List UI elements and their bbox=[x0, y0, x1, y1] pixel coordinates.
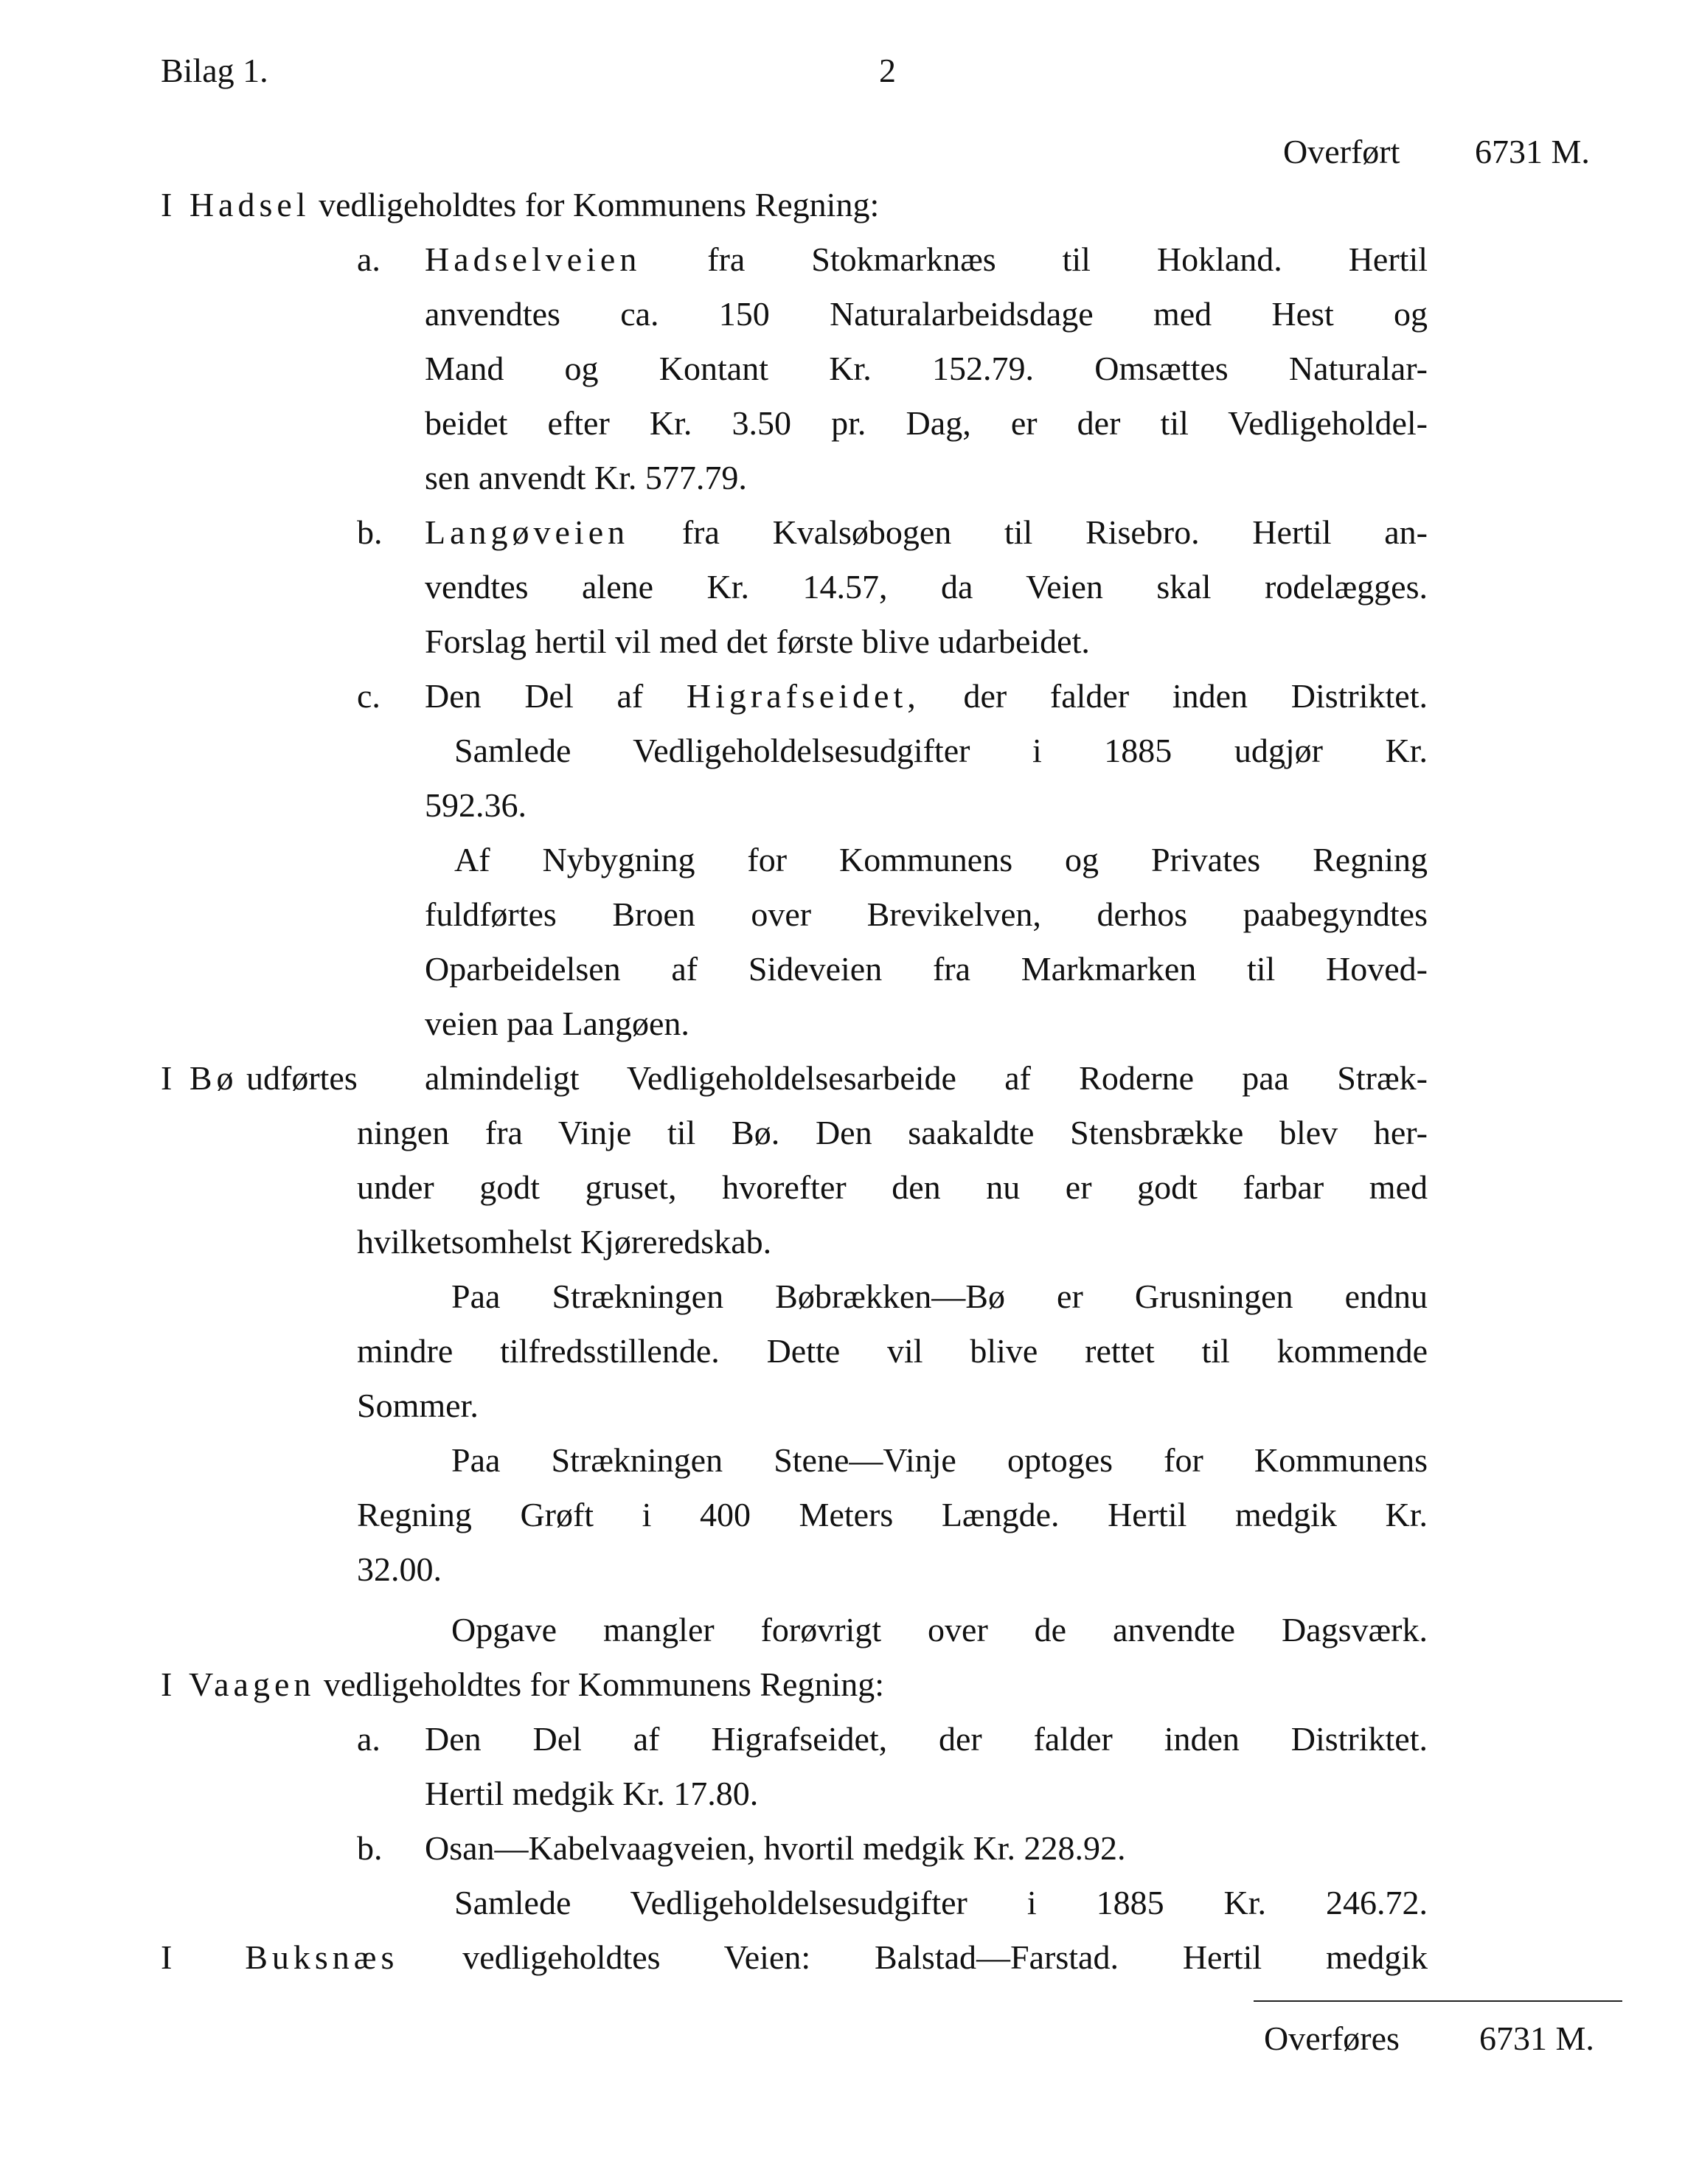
text-line: Paa Strækningen Stene—Vinje optoges for Kommunens bbox=[451, 1441, 1428, 1479]
item-marker: c. bbox=[357, 677, 381, 715]
hadsel-intro: vedligeholdtes for Kommunens Regning: bbox=[319, 186, 880, 223]
text-line: almindeligt Vedligeholdelsesarbeide af Roderne paa Stræk- bbox=[425, 1059, 1428, 1097]
item-marker: b. bbox=[357, 513, 383, 551]
text-segment: fra Kvalsøbogen til Risebro. Hertil an- bbox=[681, 513, 1428, 551]
text-line: anvendtes ca. 150 Naturalarbeidsdage med Hest og bbox=[425, 295, 1428, 333]
page-number: 2 bbox=[879, 52, 896, 89]
text-line: hvilketsomhelst Kjøreredskab. bbox=[357, 1223, 772, 1261]
text-line: Forslag hertil vil med det første blive udarbeidet. bbox=[425, 623, 1090, 660]
carry-forward-amount: 6731 M. bbox=[1479, 2020, 1594, 2057]
text-line: Af Nybygning for Kommunens og Privates Regning bbox=[454, 841, 1428, 878]
text-line: Den Del af Higrafseidet, der falder inden Distriktet. bbox=[425, 1720, 1428, 1758]
footer-rule bbox=[1254, 2000, 1622, 2002]
text-segment: der falder inden Distriktet. bbox=[963, 677, 1428, 715]
text-line: veien paa Langøen. bbox=[425, 1005, 689, 1042]
text-line: mindre tilfredsstillende. Dette vil blive rettet til kommende bbox=[357, 1332, 1428, 1370]
hadsel-item-c-line bbox=[425, 676, 1428, 717]
text-line: vendtes alene Kr. 14.57, da Veien skal rodelægges. bbox=[425, 568, 1428, 606]
text-line: Mand og Kontant Kr. 152.79. Omsættes Naturalar- bbox=[425, 350, 1428, 387]
vaagen-intro-line bbox=[161, 1664, 884, 1705]
text-line: Samlede Vedligeholdelsesudgifter i 1885 udgjør Kr. bbox=[454, 732, 1428, 769]
text-segment: udførtes bbox=[246, 1059, 358, 1097]
text-line: Hertil medgik Kr. 17.80. bbox=[425, 1775, 759, 1812]
buksnaes-line bbox=[161, 1937, 1428, 1978]
text-line: sen anvendt Kr. 577.79. bbox=[425, 459, 747, 496]
road-name-hadselveien: Hadselveien bbox=[425, 240, 642, 278]
road-name-langoveien: Langøveien bbox=[425, 513, 630, 551]
hadsel-intro-line bbox=[161, 184, 879, 226]
item-marker: a. bbox=[357, 1720, 381, 1758]
text-line: fuldførtes Broen over Brevikelven, derhos paabegyndtes bbox=[425, 895, 1428, 933]
carry-forward-label: Overføres bbox=[1264, 2020, 1400, 2057]
hadsel-item-b-line bbox=[425, 512, 1428, 553]
text-line: Regning Grøft i 400 Meters Længde. Hertil medgik Kr. bbox=[357, 1496, 1428, 1533]
text-line: 592.36. bbox=[425, 786, 527, 824]
text-segment: vedligeholdtes for Kommunens Regning: bbox=[323, 1665, 885, 1703]
place-name-hadsel: I Hadsel bbox=[161, 186, 310, 223]
text-line: Osan—Kabelvaagveien, hvortil medgik Kr. 228.92. bbox=[425, 1829, 1126, 1867]
text-line: Paa Strækningen Bøbrækken—Bø er Grusningen endnu bbox=[451, 1278, 1428, 1315]
text-segment: vedligeholdtes Veien: Balstad—Farstad. Hertil medgik bbox=[462, 1938, 1428, 1976]
text-line: ningen fra Vinje til Bø. Den saakaldte Stensbrække blev her- bbox=[357, 1114, 1428, 1151]
place-name-higrafseidet: Higrafseidet, bbox=[686, 677, 920, 715]
text-segment: Den Del af bbox=[425, 677, 644, 715]
text-line: 32.00. bbox=[357, 1550, 442, 1588]
bo-first-line-head bbox=[161, 1058, 358, 1099]
text-line: Samlede Vedligeholdelsesudgifter i 1885 Kr. 246.72. bbox=[454, 1884, 1428, 1921]
carried-forward-label: Overført bbox=[1283, 133, 1400, 170]
item-marker: a. bbox=[357, 240, 381, 278]
carried-forward-amount: 6731 M. bbox=[1475, 133, 1590, 170]
text-line: Opgave mangler forøvrigt over de anvendte Dagsværk. bbox=[451, 1611, 1428, 1649]
hadsel-item-a-line bbox=[425, 239, 1428, 280]
text-line: Oparbeidelsen af Sideveien fra Markmarken til Hoved- bbox=[425, 950, 1428, 988]
place-name-bo: I Bø bbox=[161, 1059, 238, 1097]
text-segment: fra Stokmarknæs til Hokland. Hertil bbox=[707, 240, 1428, 278]
text-line: beidet efter Kr. 3.50 pr. Dag, er der til Vedligeholdel- bbox=[425, 404, 1428, 442]
item-marker: b. bbox=[357, 1829, 383, 1867]
place-name-vaagen: I Vaagen bbox=[161, 1665, 316, 1703]
appendix-label: Bilag 1. bbox=[161, 52, 268, 89]
text-line: Sommer. bbox=[357, 1387, 479, 1424]
place-name-buksnaes: I Buksnæs bbox=[161, 1938, 399, 1976]
text-line: under godt gruset, hvorefter den nu er godt farbar med bbox=[357, 1168, 1428, 1206]
